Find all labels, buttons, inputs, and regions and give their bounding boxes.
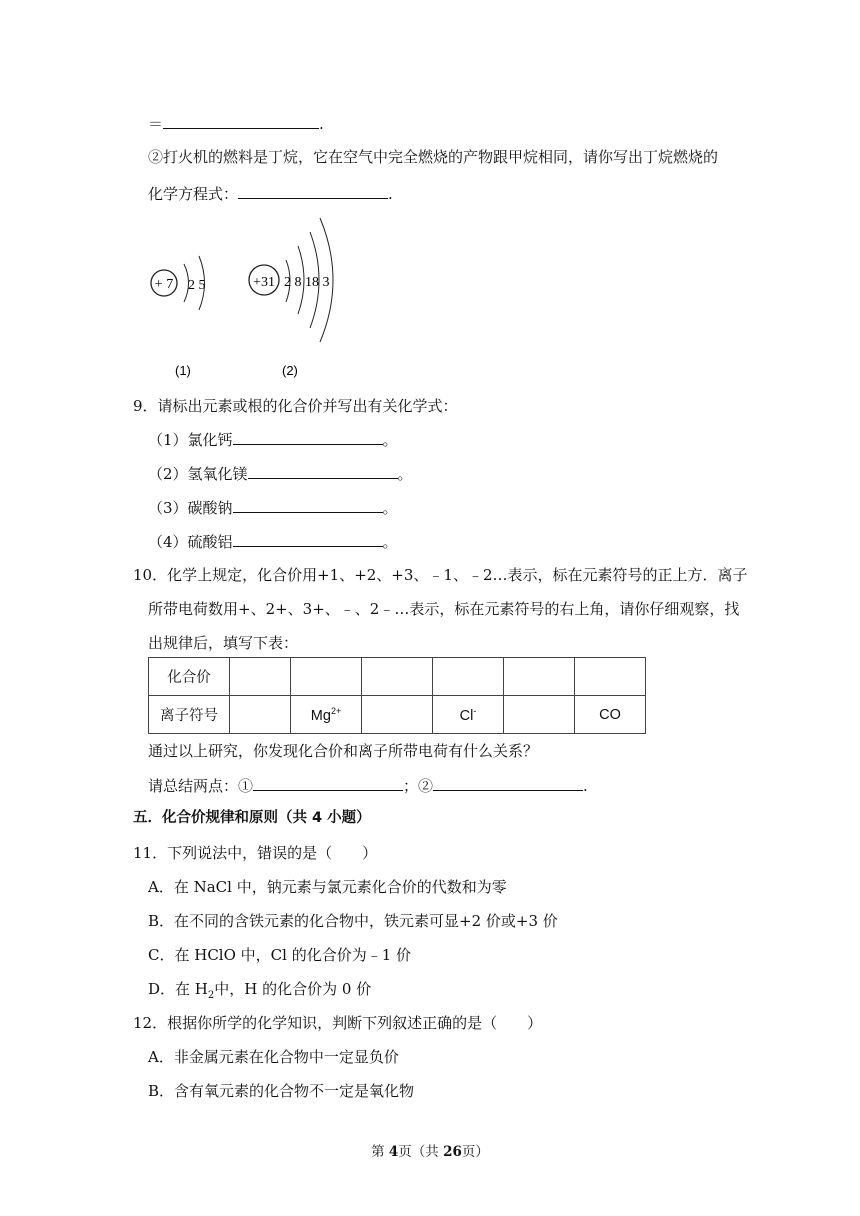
table-cell[interactable] bbox=[230, 696, 291, 734]
q9-item: （4）硫酸铝 。 bbox=[148, 533, 398, 551]
q8-line2: ②打火机的燃料是丁烷，它在空气中完全燃烧的产物跟甲烷相同，请你写出丁烷燃烧的 bbox=[148, 148, 719, 166]
q8-answer-blank-2[interactable] bbox=[238, 183, 388, 199]
atomic-structure-diagrams bbox=[140, 210, 360, 380]
q9-blank-1[interactable] bbox=[233, 429, 383, 445]
table-row bbox=[149, 658, 646, 696]
table-cell[interactable] bbox=[362, 696, 433, 734]
table-cell[interactable] bbox=[291, 658, 362, 696]
table-cell[interactable] bbox=[504, 696, 575, 734]
table-cell[interactable] bbox=[230, 658, 291, 696]
q12-option-b[interactable]: B．含有氧元素的化合物不一定是氧化物 bbox=[148, 1082, 415, 1100]
q8-line3: 化学方程式： . bbox=[148, 185, 393, 203]
q11-option-b[interactable]: B．在不同的含铁元素的化合物中，铁元素可显+2 价或+3 价 bbox=[148, 912, 558, 930]
q8-equals: ＝ bbox=[148, 115, 164, 133]
q8-line1: ＝ . bbox=[148, 115, 324, 133]
electron-counts-1: 2 5 bbox=[188, 278, 206, 293]
q10-blank-2[interactable] bbox=[433, 775, 583, 791]
section-title: 五．化合价规律和原则（共 4 小题） bbox=[133, 810, 371, 826]
q8-answer-blank-1[interactable] bbox=[163, 113, 319, 129]
valence-ion-table bbox=[148, 657, 646, 734]
table-cell: CO bbox=[575, 696, 646, 734]
q11-title: 11．下列说法中，错误的是（ ） bbox=[133, 844, 378, 862]
q10-line4: 通过以上研究，你发现化合价和离子所带电荷有什么关系？ bbox=[148, 742, 539, 760]
q9-item: （1）氯化钙 。 bbox=[148, 431, 398, 449]
atom-caption-1: (1) bbox=[175, 363, 191, 378]
q12-title: 12．根据你所学的化学知识，判断下列叙述正确的是（ ） bbox=[133, 1014, 543, 1032]
q9-blank-3[interactable] bbox=[233, 497, 383, 513]
page-number: 4 bbox=[388, 1144, 399, 1160]
q9-item: （2）氢氧化镁 。 bbox=[148, 465, 413, 483]
q10-line2: 所带电荷数用+、2+、3+、﹣、2﹣…表示，标在元素符号的右上角，请你仔细观察，找 bbox=[148, 600, 740, 618]
q10-line5: 请总结两点：① ；② . bbox=[148, 777, 588, 795]
q9-blank-4[interactable] bbox=[233, 531, 383, 547]
atom-caption-2: (2) bbox=[282, 363, 298, 378]
q10-line3: 出规律后，填写下表： bbox=[148, 634, 299, 652]
q10-line1: 10．化学上规定，化合价用+1、+2、+3、﹣1、﹣2…表示，标在元素符号的正上方．离子 bbox=[133, 566, 748, 584]
table-row-header: 离子符号 bbox=[149, 696, 230, 734]
table-row bbox=[149, 696, 646, 734]
q9-blank-2[interactable] bbox=[248, 463, 398, 479]
q9-item: （3）碳酸钠 。 bbox=[148, 499, 398, 517]
nucleus-charge-1: + 7 bbox=[154, 277, 174, 292]
table-cell: $Mg^{2+}$ bbox=[291, 696, 362, 734]
q10-blank-1[interactable] bbox=[253, 775, 403, 791]
table-cell[interactable] bbox=[362, 658, 433, 696]
q12-option-a[interactable]: A．非金属元素在化合物中一定显负价 bbox=[148, 1048, 399, 1066]
q9-title: 9．请标出元素或根的化合价并写出有关化学式： bbox=[133, 397, 458, 415]
nucleus-charge-2: +31 bbox=[253, 275, 275, 290]
electron-counts-2: 2 8 18 3 bbox=[284, 275, 330, 290]
table-row-header: 化合价 bbox=[149, 658, 230, 696]
page-total: 26 bbox=[443, 1144, 462, 1160]
q11-option-c[interactable]: C．在 HClO 中，Cl 的化合价为﹣1 价 bbox=[148, 946, 412, 964]
table-cell: Cl- bbox=[433, 696, 504, 734]
table-cell[interactable] bbox=[433, 658, 504, 696]
table-cell[interactable] bbox=[575, 658, 646, 696]
q11-option-d[interactable]: D．在 $H_2$中，H 的化合价为 0 价 bbox=[148, 980, 372, 1001]
table-cell[interactable] bbox=[504, 658, 575, 696]
atom-diagram-2 bbox=[249, 218, 333, 378]
page-footer: 第 4页（共 26页） bbox=[371, 1144, 489, 1160]
q11-option-a[interactable]: A．在 NaCl 中，钠元素与氯元素化合价的代数和为零 bbox=[148, 878, 507, 896]
atom-diagram-1 bbox=[151, 256, 206, 378]
